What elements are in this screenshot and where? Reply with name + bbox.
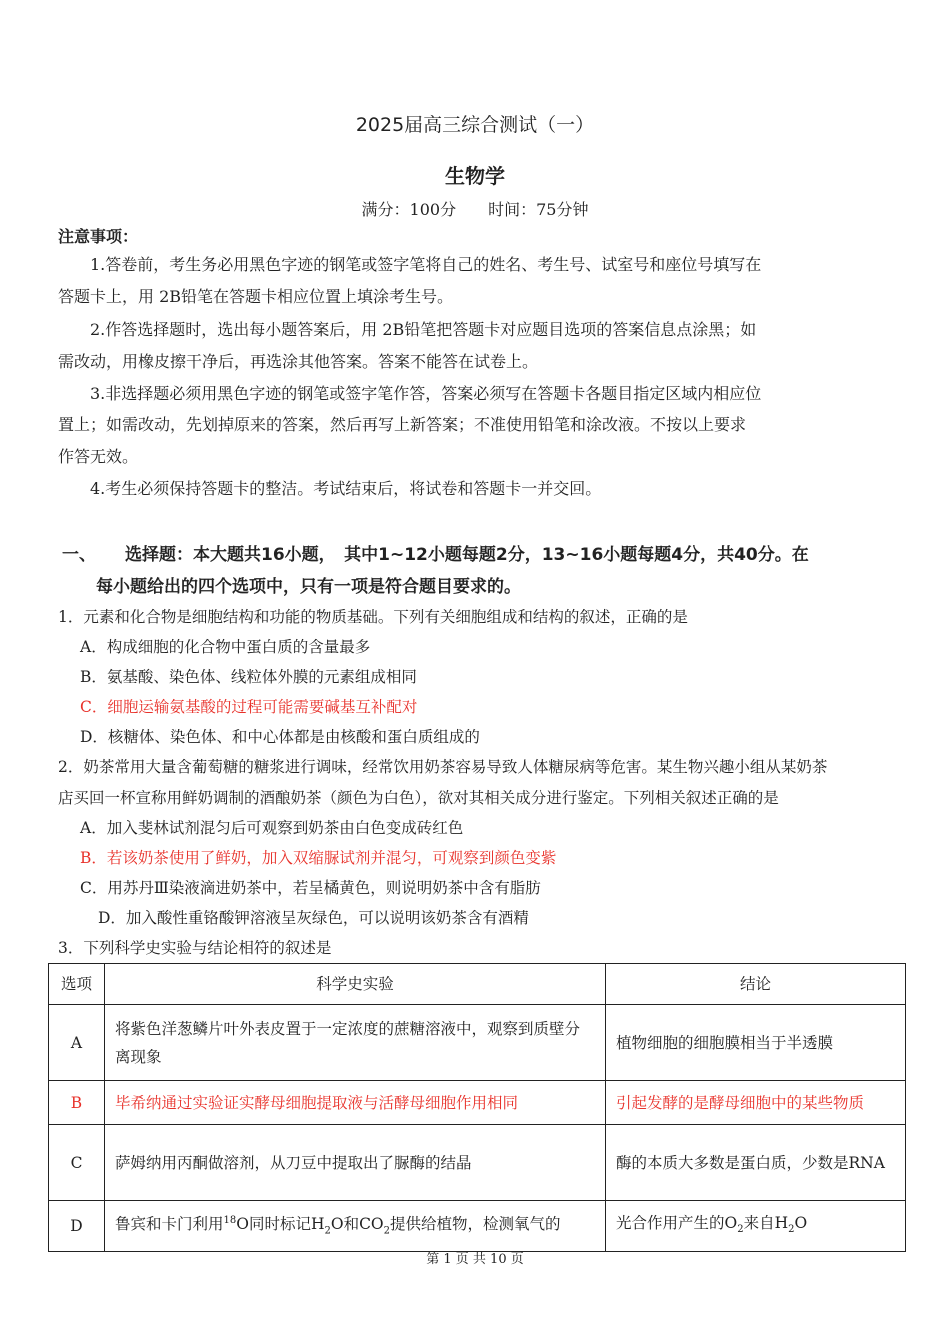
section-number: 一、 [62, 545, 96, 565]
q1-option-c: C．细胞运输氨基酸的过程可能需要碱基互补配对 [80, 698, 418, 716]
header-option: 选项 [49, 964, 105, 1005]
row-experiment: 毕希纳通过实验证实酵母细胞提取液与活酵母细胞作用相同 [105, 1081, 606, 1125]
subject-title: 生物学 [445, 164, 505, 188]
note-3-line3: 作答无效。 [58, 447, 139, 466]
row-option: A [49, 1005, 105, 1081]
q2-option-a: A．加入斐林试剂混匀后可观察到奶茶由白色变成砖红色 [80, 819, 464, 837]
table-row [49, 1125, 906, 1201]
q1-option-d: D．核糖体、染色体、和中心体都是由核酸和蛋白质组成的 [80, 728, 480, 746]
score-time: 满分：100分 时间：75分钟 [361, 200, 589, 219]
table-row [49, 1081, 906, 1125]
note-1-line2: 答题卡上，用 2B铅笔在答题卡相应位置上填涂考生号。 [58, 287, 454, 306]
table-row [49, 1201, 906, 1252]
q1-option-b: B．氨基酸、染色体、线粒体外膜的元素组成相同 [80, 668, 417, 686]
exam-title: 2025届高三综合测试（一） [355, 114, 595, 136]
section-instructions-2: 每小题给出的四个选项中，只有一项是符合题目要求的。 [96, 577, 521, 597]
q2-option-c: C．用苏丹Ⅲ染液滴进奶茶中，若呈橘黄色，则说明奶茶中含有脂肪 [80, 879, 541, 897]
q2-stem-line2: 店买回一杯宣称用鲜奶调制的酒酿奶茶（颜色为白色），欲对其相关成分进行鉴定。下列相关叙述正确的是 [58, 789, 779, 807]
note-2-line2: 需改动，用橡皮擦干净后，再选涂其他答案。答案不能答在试卷上。 [58, 352, 539, 371]
row-conclusion: 植物细胞的细胞膜相当于半透膜 [606, 1005, 906, 1081]
note-3-line2: 置上；如需改动，先划掉原来的答案，然后再写上新答案；不准使用铅笔和涂改液。不按以上要求 [58, 415, 747, 434]
q2-option-b: B．若该奶茶使用了鲜奶，加入双缩脲试剂并混匀，可观察到颜色变紫 [80, 849, 557, 867]
table-row [49, 1005, 906, 1081]
header-experiment: 科学史实验 [105, 964, 606, 1005]
q1-stem: 1．元素和化合物是细胞结构和功能的物质基础。下列有关细胞组成和结构的叙述，正确的是 [58, 608, 688, 626]
row-option: D [49, 1201, 105, 1252]
row-experiment: 鲁宾和卡门利用$^{18}$O同时标记$H_2O$和$CO_2$提供给植物，检测氧气的 [105, 1201, 606, 1252]
row-conclusion: 光合作用产生的$O_2$来自$H_2O$ [606, 1201, 906, 1252]
row-experiment: 将紫色洋葱鳞片叶外表皮置于一定浓度的蔗糖溶液中，观察到质壁分离现象 [105, 1005, 606, 1081]
note-1-line1: 1.答卷前，考生务必用黑色字迹的钢笔或签字笔将自己的姓名、考生号、试室号和座位号填写在 [90, 255, 762, 274]
header-conclusion: 结论 [606, 964, 906, 1005]
q2-option-d: D．加入酸性重铬酸钾溶液呈灰绿色，可以说明该奶茶含有酒精 [98, 909, 529, 927]
note-2-line1: 2.作答选择题时，选出每小题答案后，用 2B铅笔把答题卡对应题目选项的答案信息点涂黑；如 [90, 320, 757, 339]
notes-heading: 注意事项： [58, 227, 139, 246]
table-header-row [49, 964, 906, 1005]
row-option: C [49, 1125, 105, 1201]
row-conclusion: 酶的本质大多数是蛋白质，少数是RNA [606, 1125, 906, 1201]
section-instructions-1: 选择题：本大题共16小题， 其中1~12小题每题2分，13~16小题每题4分，共40分。在 [125, 545, 809, 565]
q3-table [48, 963, 906, 1252]
note-3-line1: 3.非选择题必须用黑色字迹的钢笔或签字笔作答，答案必须写在答题卡各题目指定区域内相应位 [90, 384, 762, 403]
q2-stem-line1: 2．奶茶常用大量含葡萄糖的糖浆进行调味，经常饮用奶茶容易导致人体糖尿病等危害。某生物兴趣小组从某奶茶 [58, 758, 828, 776]
row-option: B [49, 1081, 105, 1125]
row-conclusion: 引起发酵的是酵母细胞中的某些物质 [606, 1081, 906, 1125]
row-experiment: 萨姆纳用丙酮做溶剂，从刀豆中提取出了脲酶的结晶 [105, 1125, 606, 1201]
q3-stem: 3．下列科学史实验与结论相符的叙述是 [58, 939, 332, 957]
page-footer: 第 1 页 共 10 页 [426, 1252, 524, 1267]
q1-option-a: A．构成细胞的化合物中蛋白质的含量最多 [80, 638, 371, 656]
note-4-line1: 4.考生必须保持答题卡的整洁。考试结束后，将试卷和答题卡一并交回。 [90, 479, 602, 498]
